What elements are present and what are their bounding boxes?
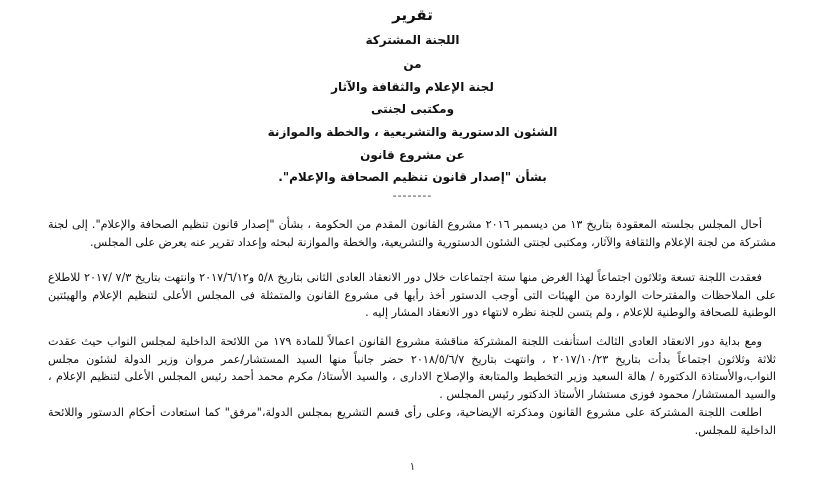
- page-number: ١: [409, 460, 416, 473]
- report-title: تقرير: [392, 6, 433, 24]
- heading-draft-law: عن مشروع قانون: [360, 148, 465, 162]
- heading-from: من: [403, 57, 422, 71]
- body-paragraph: ومع بداية دور الانعقاد العادى الثالث استأنفت اللجنة المشتركة مناقشة مشروع القانون اعمالاً للمادة ١٧٩ من اللائحة الداخلية لمجلس النواب حيث عقدت ثلاثة وثلاثون اجتماعاً بدأت بتاريخ ٢٠١٧/١٠/٢٣ ، وانتهت بتاريخ ٢٠١٨/٥/٦/٧ حضر جانباً منها السيد المستشار/عمر مروان وزير الدولة لشئون مجلس النواب،والأستاذة الدكتورة / هالة السعيد وزير التخطيط والمتابعة والإصلاح الادارى ، والسيد الأستاذ/ مكرم محمد أحمد رئيس المجلس الأعلى لتنظيم الإعلام ، والسيد المستشار/ محمود فوزى مستشار الأستاذ الدكتور رئيس المجلس .: [48, 335, 776, 401]
- heading-offices: ومكتبى لجنتى: [370, 102, 455, 116]
- body-paragraph: فعقدت اللجنة تسعة وثلاثون اجتماعاً لهذا الغرض منها ستة اجتماعات خلال دور الانعقاد العادى الثانى بتاريخ ٥/٨ و٢٠١٧/٦/١٢ وانتهت بتاريخ ٧/٣ /٢٠١٧ للاطلاع على الملاحظات والمقترحات الواردة من الهيئات التى أوجب الدستور أخذ رأيها فى مشروع القانون والمتمثلة فى المجلس الأعلى لتنظيم الإعلام والهيئتين الوطنية للصحافة والوطنية للإعلام ، ولم يتسن للجنة نظره لانتهاء دور الانعقاد المشار إليه .: [48, 271, 776, 320]
- heading-constitutional-affairs: الشئون الدستورية والتشريعية ، والخطة والموازنة: [267, 125, 558, 139]
- body-paragraph: أحال المجلس بجلسته المعقودة بتاريخ ١٣ من ديسمبر ٢٠١٦ مشروع القانون المقدم من الحكومة ، بشأن "إصدار قانون تنظيم الصحافة والإعلام". إلى لجنة مشتركة من لجنة الإعلام والثقافة والآثار، ومكتبى لجنتى الشئون الدستورية والتشريعية، والخطة والموازنة لبحثه وإعداد تقرير عنه يعرض على المجلس.: [48, 218, 776, 249]
- heading-media-committee: لجنة الإعلام والثقافة والآثار: [331, 80, 494, 94]
- section-divider: --------: [392, 189, 433, 202]
- heading-subject: بشأن "إصدار قانون تنظيم الصحافة والإعلام".: [278, 170, 547, 184]
- body-paragraph: اطلعت اللجنة المشتركة على مشروع القانون ومذكرته الإيضاحية، وعلى رأى قسم التشريع بمجلس الدولة،"مرفق" كما استعادت أحكام الدستور واللائحة الداخلية للمجلس.: [48, 406, 776, 437]
- committee-heading: اللجنة المشتركة: [365, 33, 460, 47]
